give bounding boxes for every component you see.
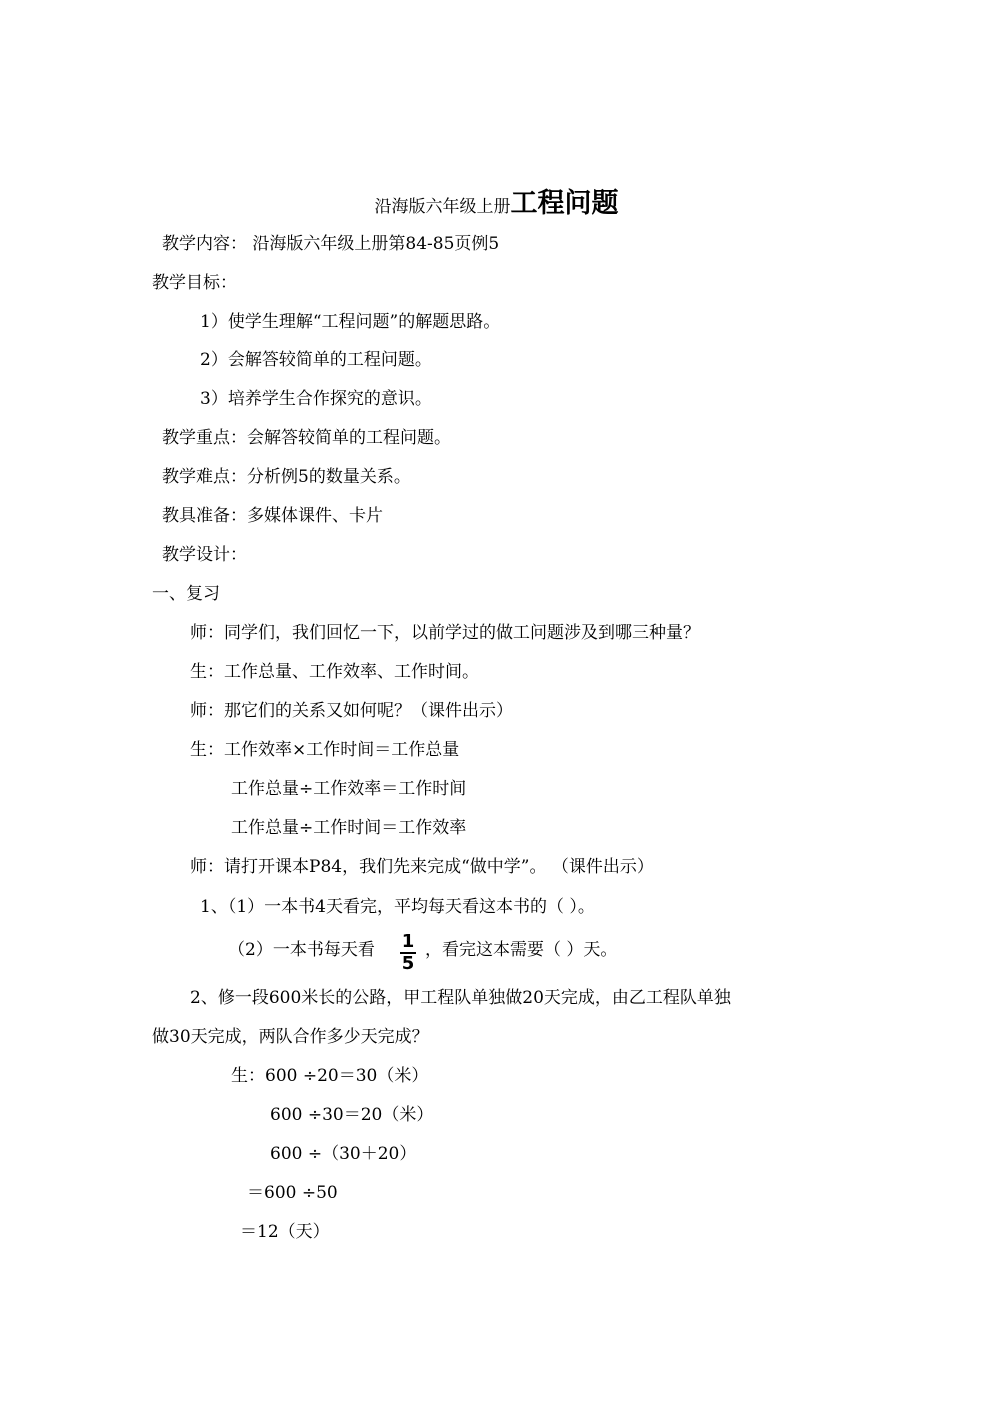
exercise1-part2-after: ，看完这本需要（ ）天。: [425, 940, 618, 960]
dialogue-line: 师：同学们，我们回忆一下，以前学过的做工问题涉及到哪三种量？: [190, 623, 700, 643]
answer-line: ＝600 ÷50: [247, 1183, 338, 1203]
exercise2-question-line1: 2、修一段600米长的公路，甲工程队单独做20天完成，由乙工程队单独: [190, 988, 731, 1008]
title-main: 工程问题: [510, 188, 619, 219]
difficulty: 教学难点：分析例5的数量关系。: [162, 467, 411, 487]
goal-item: 1）使学生理解“工程问题”的解题思路。: [200, 312, 501, 332]
fraction-one-fifth: [400, 933, 416, 973]
section-heading-review: 一、复习: [152, 584, 220, 604]
answer-line: 600 ÷（30＋20）: [270, 1144, 417, 1164]
exercise2-question-line2: 做30天完成，两队合作多少天完成？: [152, 1027, 429, 1047]
formula-line: 生：工作效率×工作时间＝工作总量: [190, 740, 460, 760]
fraction-denominator: 5: [401, 953, 415, 974]
dialogue-line: 师：请打开课本P84，我们先来完成“做中学”。 （课件出示）: [190, 857, 654, 877]
dialogue-line: 生：工作总量、工作效率、工作时间。: [190, 662, 479, 682]
dialogue-line: 师：那它们的关系又如何呢？（课件出示）: [190, 701, 513, 721]
exercise1-part2-before: （2）一本书每天看: [228, 940, 375, 960]
answer-line: 600 ÷30＝20（米）: [270, 1105, 434, 1125]
tools: 教具准备：多媒体课件、卡片: [162, 506, 383, 526]
answer-line: ＝12（天）: [240, 1222, 330, 1242]
goals-heading: 教学目标：: [152, 273, 237, 293]
teaching-content: 教学内容： 沿海版六年级上册第84-85页例5: [162, 234, 500, 254]
fraction-numerator: 1: [401, 931, 415, 952]
goal-item: 3）培养学生合作探究的意识。: [200, 389, 432, 409]
answer-line: 生：600 ÷20＝30（米）: [231, 1066, 429, 1086]
exercise1-part1: 1、（1）一本书4天看完，平均每天看这本书的（ ）。: [200, 897, 595, 917]
page-title: [0, 181, 993, 220]
goal-item: 2）会解答较简单的工程问题。: [200, 350, 432, 370]
design-heading: 教学设计：: [162, 545, 247, 565]
key-point: 教学重点：会解答较简单的工程问题。: [162, 428, 451, 448]
title-prefix: 沿海版六年级上册: [374, 197, 511, 217]
formula-line: 工作总量÷工作效率＝工作时间: [231, 779, 467, 799]
formula-line: 工作总量÷工作时间＝工作效率: [231, 818, 467, 838]
